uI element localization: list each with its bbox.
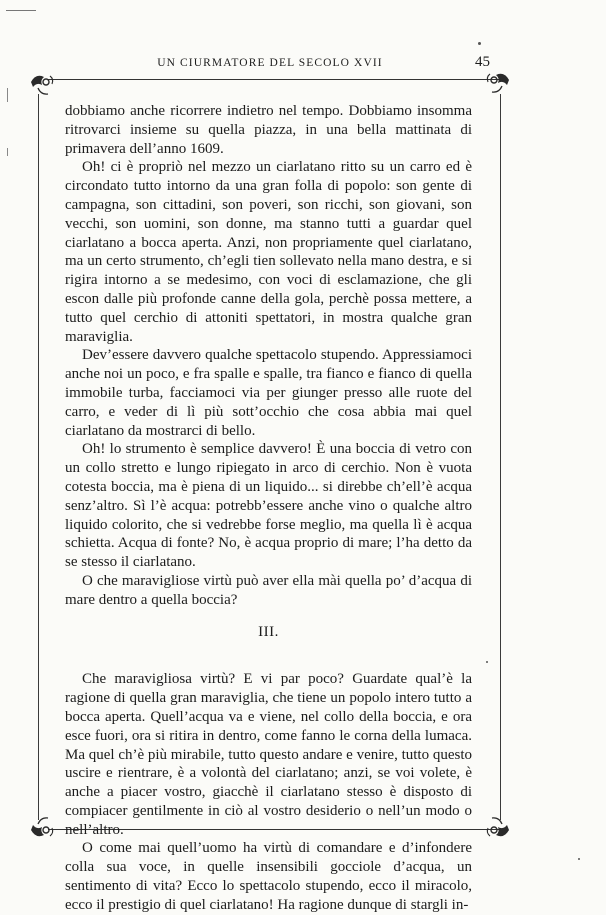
floral-corner-ornament-icon [28, 812, 58, 842]
ink-speck [486, 661, 488, 663]
paragraph: dobbiamo anche ricorrere indietro nel tempo. Dobbiamo insomma ritrovarci insieme su quella piazza, in una bella mattinata di primavera dell’anno 1609. [65, 103, 472, 157]
floral-corner-ornament-icon [482, 68, 512, 98]
frame-left-rule [38, 94, 39, 820]
left-margin-mark [7, 148, 8, 156]
page-number: 45 [475, 54, 490, 70]
top-edge-rule [6, 10, 36, 11]
paragraph: Dev’essere davvero qualche spettacolo stupendo. Appressiamoci anche noi un poco, e fra spalle e spalle, tra fianco e fianco di quella immobile turba, facciamoci via per giunger presso alle ruote del carro, e veder di lì più sott’occhio che cosa abbia mai quel ciarlatano da mostrarci di bello. [65, 347, 472, 439]
paragraph: O che maravigliose virtù può aver ella mài quella po’ d’acqua di mare dentro a quella boccia? [65, 572, 472, 608]
ink-speck [478, 42, 481, 45]
running-head: UN CIURMATORE DEL SECOLO XVII [157, 57, 383, 69]
frame-right-rule [500, 94, 501, 820]
floral-corner-ornament-icon [28, 70, 58, 100]
paragraph: Che maravigliosa virtù? E vi par poco? Guardate qual’è la ragione di quella gran maraviglia, che tiene un popolo intero tutto a bocca aperta. Quell’acqua va e viene, nel collo della boccia, e ora esce fuori, ora si ritira in dentro, come fanno le corna della lumaca. Ma quel ch’è più mirabile, tutto questo andare e venire, tutto questo uscire e rientrare, è a volontà del ciarlatano; anzi, se voi volete, è anche a piacer vostro, giacchè il ciarlatano stesso è disposto di compiacer gentilmente in ciò al vostro desiderio o nell’un modo o nell’altro. [65, 671, 472, 838]
floral-corner-ornament-icon [482, 812, 512, 842]
paragraph: Oh! ci è propriò nel mezzo un ciarlatano ritto su un carro ed è circondato tutto intorno da una gran folla di popolo: son gente di campagna, son cittadini, son poveri, son ricchi, son giovani, son vecchi, son uomini, son donne, ma stanno tutti a guardar quel ciarlatano a bocca aperta. Anzi, non propriamente quel ciarlatano, ma un certo strumento, ch’egli tien sollevato nella mano destra, e si rigira intorno a se medesimo, con voci di esclamazione, che gli escon dalle più profonde canne della gola, perchè possa mettere, a tutto quel cerchio di attoniti spettatori, in mostra qualche gran maraviglia. [65, 159, 472, 345]
paragraph: Oh! lo strumento è semplice davvero! È una boccia di vetro con un collo stretto e lungo ripiegato in arco di cerchio. Non è vuota cotesta boccia, ma è piena di un liquido... si direbbe ch’ell’è acqua senz’altro. Sì l’è acqua: potrebb’essere anche vino o qualche altro liquido colorito, che si vedrebbe forse meglio, ma quella lì è acqua schietta. Acqua di fonte? No, è acqua proprio di mare; l’ha detto da se stesso il ciarlatano. [65, 441, 472, 571]
paragraph: O come mai quell’uomo ha virtù di comandare e d’infondere colla sua voce, in quelle insensibili gocciole d’acqua, un sentimento di vita? Ecco lo spettacolo stupendo, ecco il miracolo, ecco il prestigio di quel ciarlatano! Ha ragione dunque di stargli in- [65, 840, 472, 913]
section-heading: III. [258, 623, 279, 640]
ink-speck [578, 858, 580, 860]
frame-top-rule [48, 79, 502, 80]
body-text [65, 102, 472, 915]
left-margin-mark [7, 88, 8, 102]
